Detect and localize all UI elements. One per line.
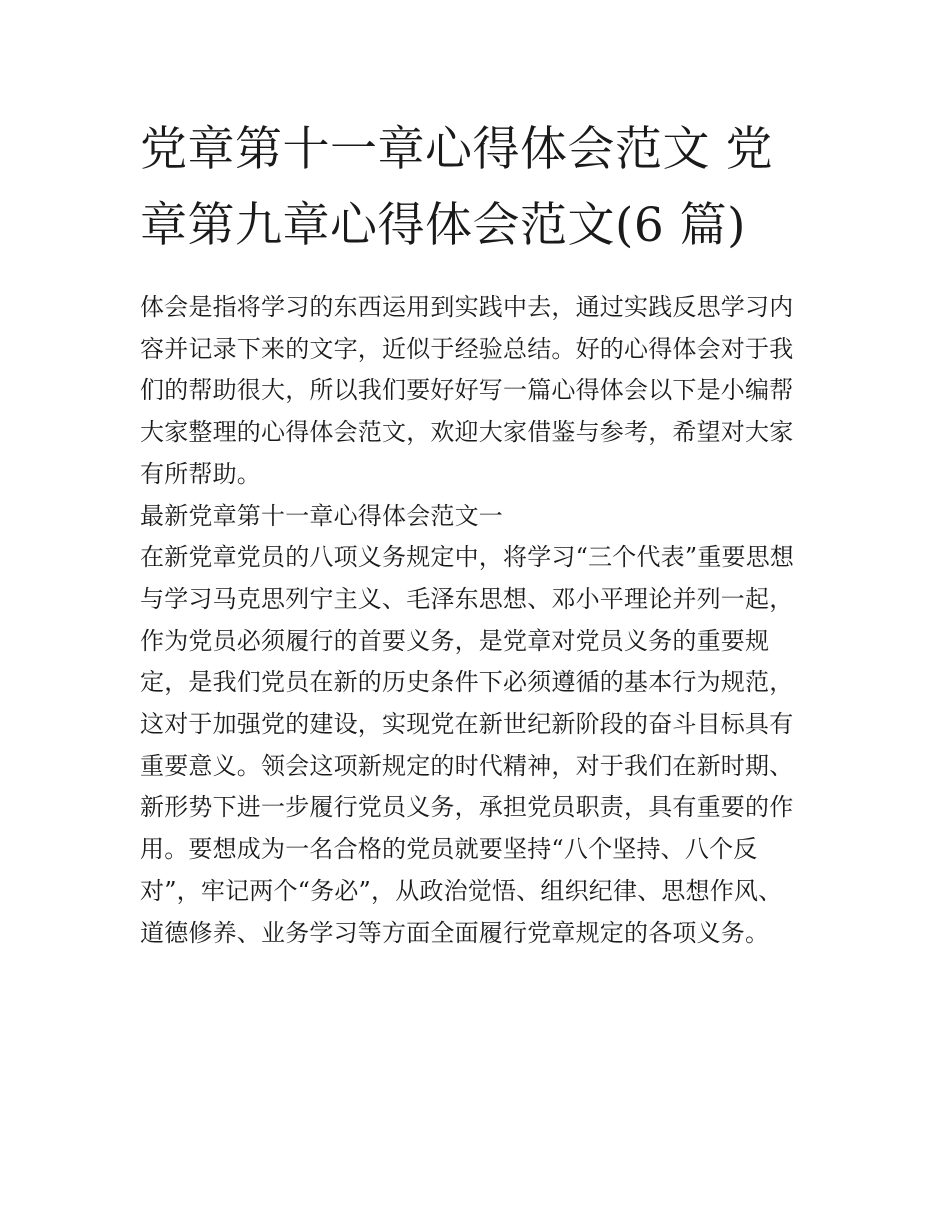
paragraph-line-4: 定，是我们党员在新的历史条件下必须遵循的基本行为规范， — [140, 668, 794, 697]
intro-line-2: 容并记录下来的文字，近似于经验总结。好的心得体会对于我 — [140, 334, 794, 363]
paragraph-line-1: 在新党章党员的八项义务规定中，将学习“三个代表”重要思想 — [140, 543, 795, 572]
intro-line-4: 大家整理的心得体会范文，欢迎大家借鉴与参考，希望对大家 — [140, 418, 794, 447]
document-title — [140, 112, 812, 264]
paragraph-line-7: 新形势下进一步履行党员义务，承担党员职责，具有重要的作 — [140, 793, 794, 822]
intro-line-1: 体会是指将学习的东西运用到实践中去，通过实践反思学习内 — [140, 293, 794, 321]
intro-line-5: 有所帮助。 — [140, 459, 261, 488]
document-page — [140, 112, 812, 954]
title-line-1: 党章第十一章心得体会范文 党 — [140, 122, 773, 177]
paragraph-line-5: 这对于加强党的建设，实现党在新世纪新阶段的奋斗目标具有 — [140, 710, 794, 739]
paragraph-line-3: 作为党员必须履行的首要义务，是党章对党员义务的重要规 — [140, 626, 770, 655]
intro-line-3: 们的帮助很大，所以我们要好好写一篇心得体会以下是小编帮 — [140, 376, 794, 405]
paragraph-line-2: 与学习马克思列宁主义、毛泽东思想、邓小平理论并列一起， — [140, 584, 794, 613]
section-heading: 最新党章第十一章心得体会范文一 — [140, 501, 503, 530]
title-line-2: 章第九章心得体会范文(6 篇) — [140, 198, 747, 253]
paragraph-line-10: 道德修养、业务学习等方面全面履行党章规定的各项义务。 — [140, 918, 770, 947]
paragraph-line-8: 用。要想成为一名合格的党员就要坚持“八个坚持、八个反 — [140, 835, 758, 864]
paragraph-line-6: 重要意义。领会这项新规定的时代精神，对于我们在新时期、 — [140, 751, 794, 780]
document-body — [140, 287, 812, 954]
paragraph-line-9: 对”，牢记两个“务必”，从政治觉悟、组织纪律、思想作风、 — [140, 876, 783, 905]
